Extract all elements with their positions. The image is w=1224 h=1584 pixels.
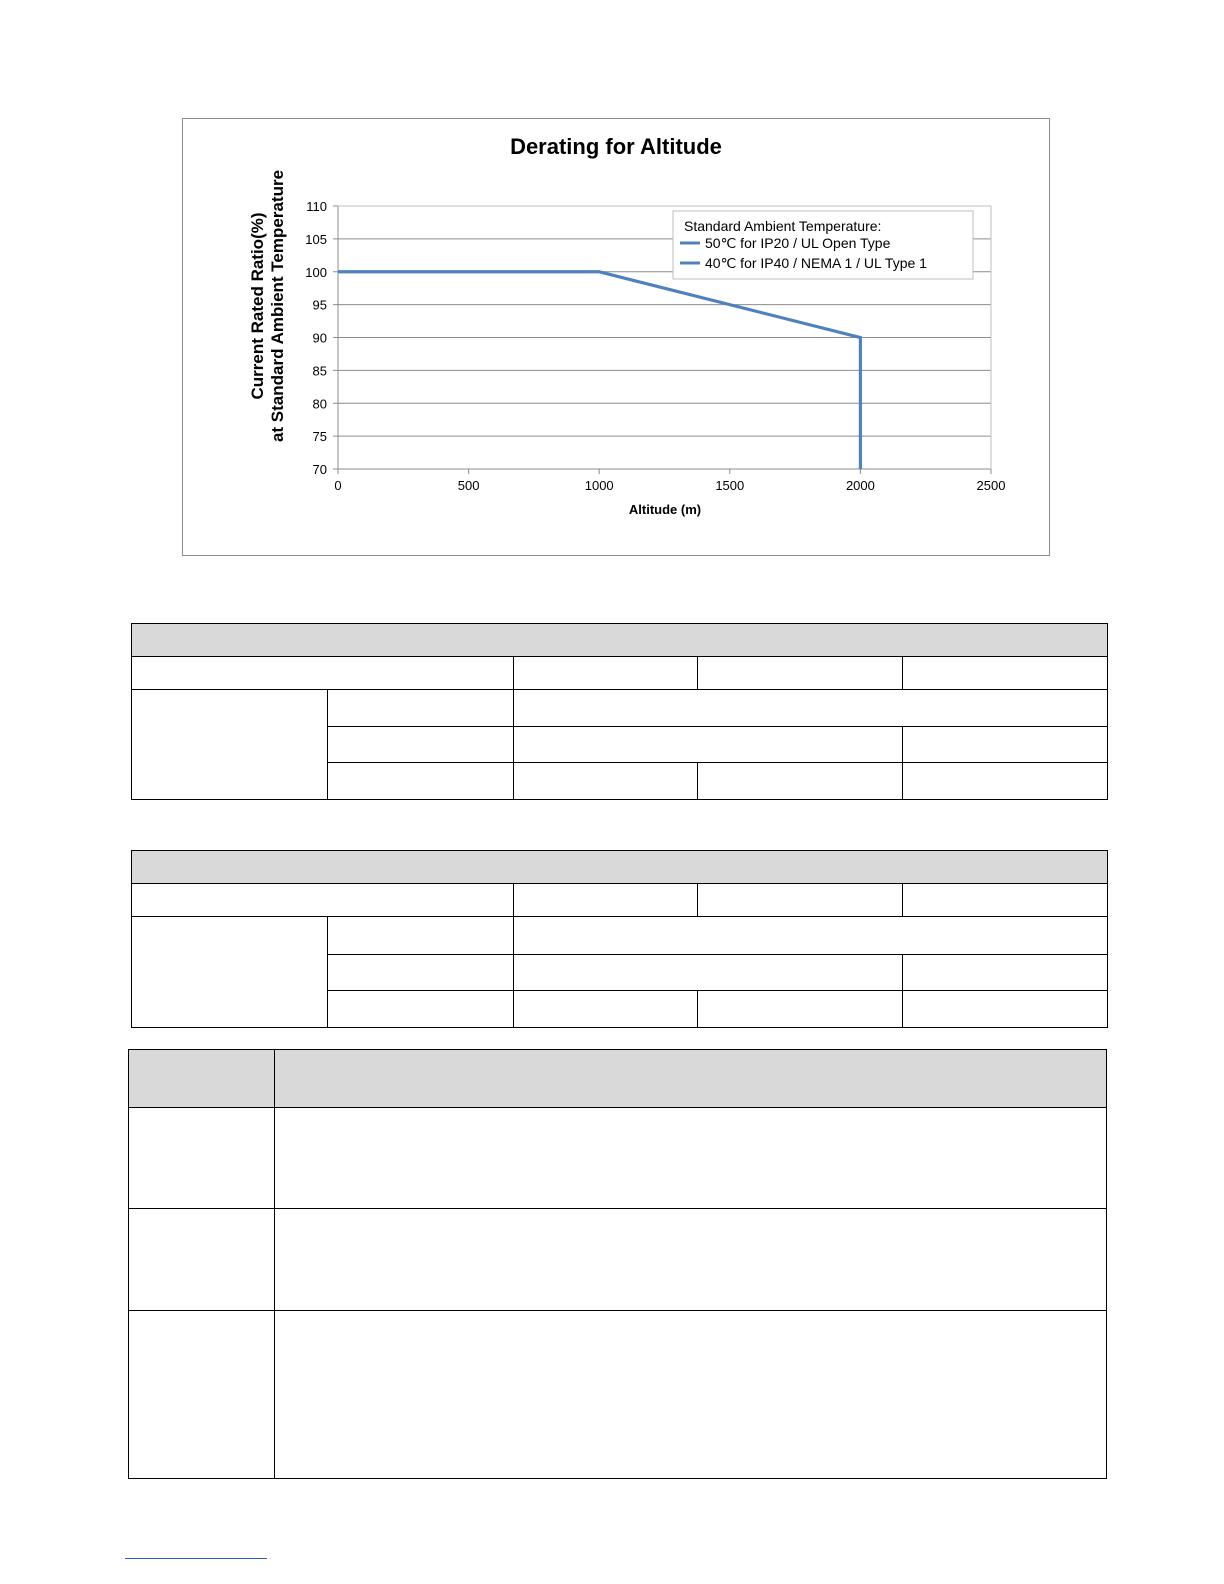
table-row [132,624,1108,657]
table-row [132,917,1108,955]
footer-rule [125,1558,267,1559]
table-cell [129,1209,275,1311]
table-cell [698,884,903,917]
table-cell [328,917,514,955]
chart-frame [182,118,1050,556]
table-cell [514,955,903,991]
table-cell [514,884,698,917]
table-header-cell [275,1050,1107,1108]
chart-legend [673,211,973,279]
legend-entry-label: 40℃ for IP40 / NEMA 1 / UL Type 1 [705,255,927,271]
table-row [132,851,1108,884]
x-tick-label: 2000 [845,478,875,493]
table-cell [275,1311,1107,1479]
table-row [132,657,1108,690]
table-cell [514,690,1108,727]
table-cell [903,657,1108,690]
table-cell [328,727,514,763]
table-cell [903,991,1108,1028]
y-tick-label: 90 [312,330,327,346]
y-tick-label: 100 [305,264,327,280]
table-cell [698,763,903,800]
y-tick-labels [305,199,327,477]
table-row [129,1209,1107,1311]
table-cell [514,991,698,1028]
table-cell [514,917,1108,955]
x-tick-labels [334,478,1005,493]
y-axis-label [248,170,287,442]
table-cell [903,884,1108,917]
table-header-cell [132,851,1108,884]
spec-table-2 [131,850,1108,1028]
table-cell [698,991,903,1028]
y-tick-label: 75 [312,429,327,445]
y-tick-label: 105 [305,231,327,247]
y-tick-label: 80 [312,396,327,412]
x-tick-label: 1000 [584,478,614,493]
y-tick-label: 95 [312,297,327,313]
derating-chart [183,119,1049,555]
table-cell [903,727,1108,763]
x-tick-label: 1500 [715,478,745,493]
table-row [132,690,1108,727]
table-cell [903,955,1108,991]
table-cell [129,1108,275,1209]
table-cell [132,917,328,1028]
table-row [129,1311,1107,1479]
table-cell [328,991,514,1028]
spec-table-1 [131,623,1108,800]
x-tick-label: 2500 [976,478,1006,493]
legend-title: Standard Ambient Temperature: [684,218,882,234]
x-tick-label: 500 [457,478,480,493]
table-cell [514,763,698,800]
y-tick-label: 110 [306,199,327,214]
table-cell [275,1108,1107,1209]
table-cell [132,690,328,800]
table-cell [132,884,514,917]
table-row [132,884,1108,917]
chart-title: Derating for Altitude [510,134,722,159]
x-tick-label: 0 [334,478,342,493]
y-tick-label: 85 [312,363,327,379]
table-header-cell [129,1050,275,1108]
spec-table-3 [128,1049,1107,1479]
table-cell [328,955,514,991]
table-cell [132,657,514,690]
y-tick-label: 70 [312,462,327,477]
table-cell [275,1209,1107,1311]
table-row [129,1050,1107,1108]
y-axis-label-line-2: at Standard Ambient Temperature [268,169,287,443]
table-row [129,1108,1107,1209]
table-header-cell [132,624,1108,657]
table-cell [328,690,514,727]
x-axis-label: Altitude (m) [628,502,702,517]
table-cell [328,763,514,800]
table-cell [129,1311,275,1479]
legend-entry-label: 50℃ for IP20 / UL Open Type [705,235,891,251]
y-axis-label-line-1: Current Rated Ratio(%) [248,212,267,400]
table-cell [903,763,1108,800]
table-cell [514,657,698,690]
table-cell [514,727,903,763]
table-cell [698,657,903,690]
